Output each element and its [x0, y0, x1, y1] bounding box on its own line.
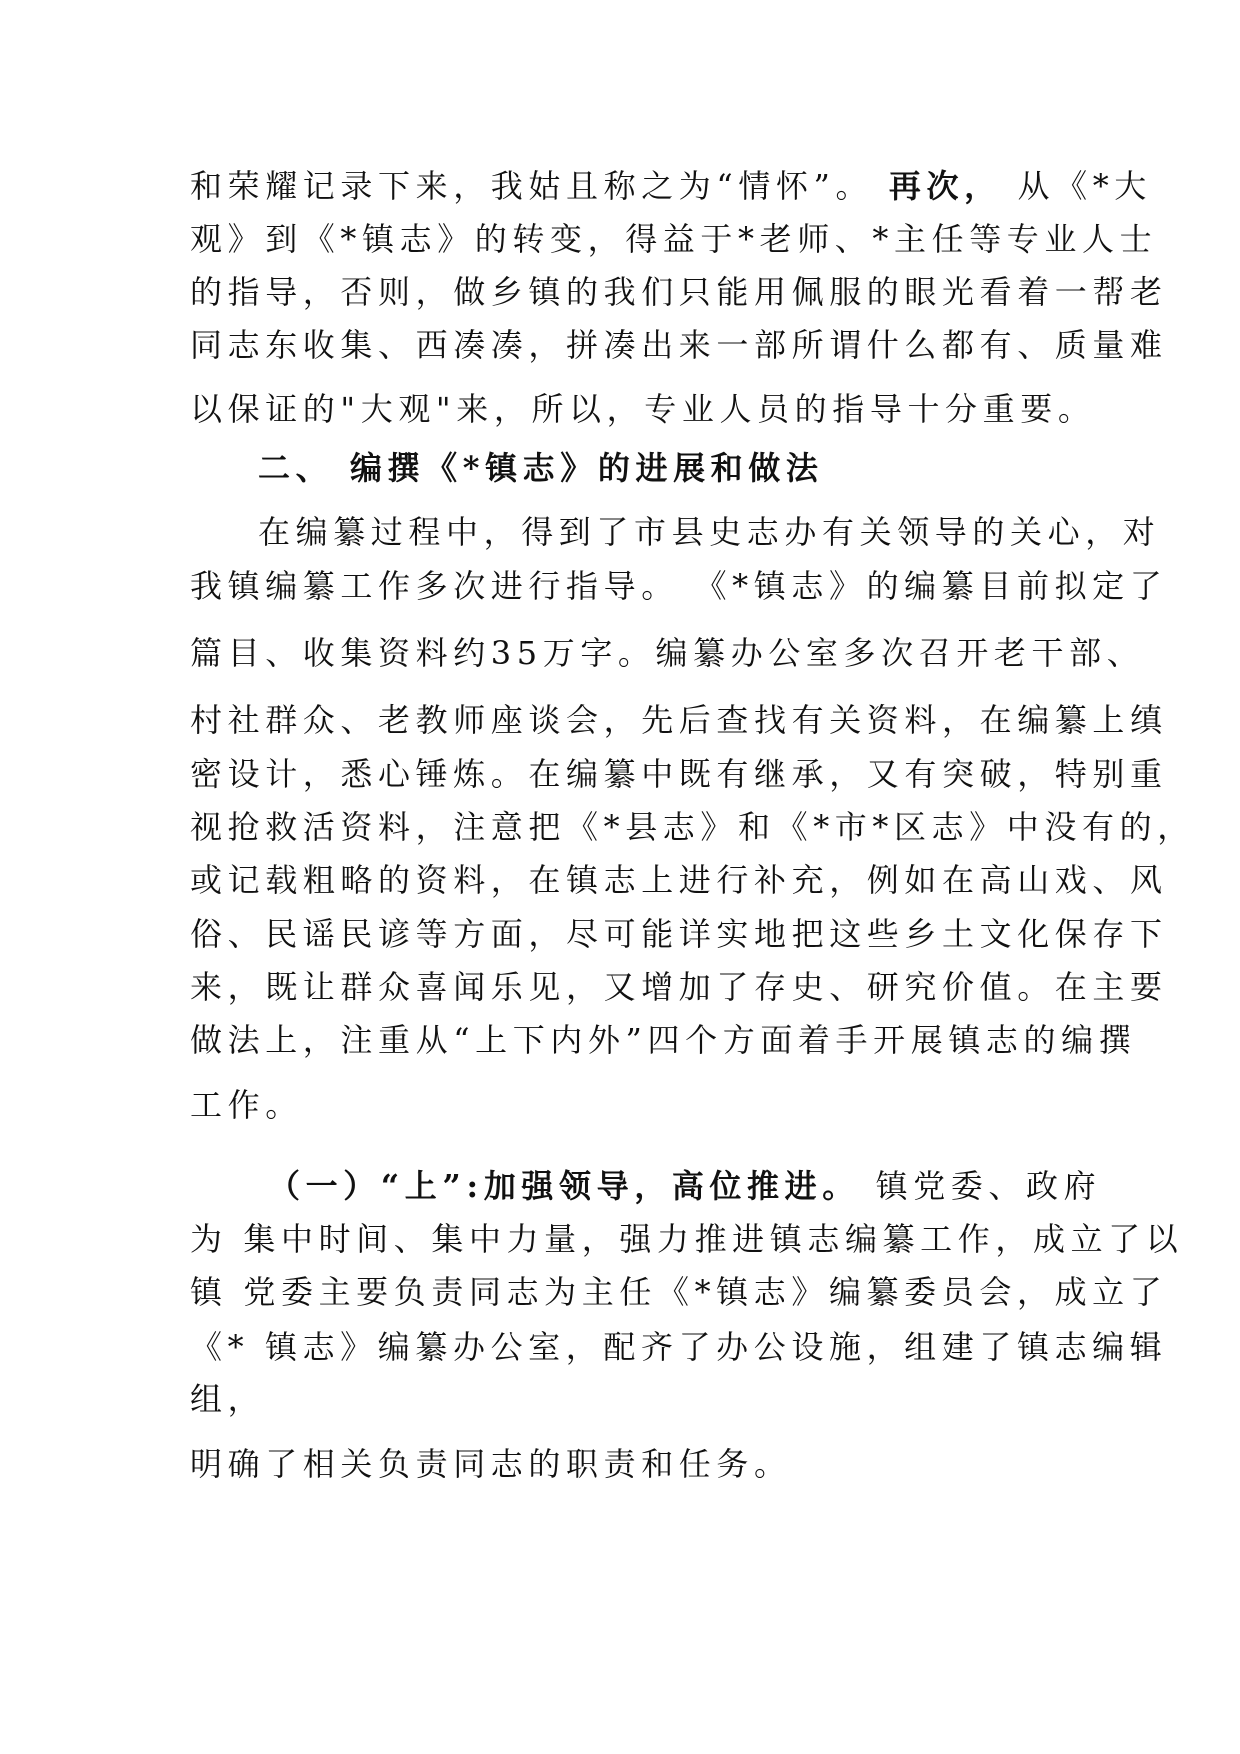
- section-heading: 二、 编撰《*镇志》的进展和做法: [258, 449, 824, 487]
- paragraph-3-text: 镇党委、政府: [859, 1167, 1102, 1205]
- paragraph-2-line-6: 视抢救活资料，注意把《*县志》和《*市*区志》中没有的，: [190, 808, 1195, 846]
- paragraph-3-line-5: 组，: [190, 1380, 266, 1418]
- paragraph-2-line-7: 或记载粗略的资料，在镇志上进行补充，例如在高山戏、风: [190, 861, 1168, 899]
- paragraph-1-text: 从《*大: [1001, 167, 1152, 205]
- paragraph-3-line-6: 明确了相关负责同志的职责和任务。: [190, 1445, 792, 1483]
- paragraph-3-line-3: 镇 党委主要负责同志为主任《*镇志》编纂委员会，成立了: [190, 1273, 1168, 1311]
- paragraph-3-line-2: 为 集中时间、集中力量，强力推进镇志编纂工作，成立了以: [190, 1220, 1184, 1258]
- paragraph-2-line-11: 工作。: [190, 1086, 303, 1124]
- paragraph-3-line-4: 《* 镇志》编纂办公室，配齐了办公设施，组建了镇志编辑: [190, 1328, 1168, 1366]
- paragraph-2-line-8: 俗、民谣民谚等方面，尽可能详实地把这些乡土文化保存下: [190, 915, 1168, 953]
- paragraph-2-line-5: 密设计，悉心锤炼。在编纂中既有继承，又有突破，特别重: [190, 755, 1168, 793]
- paragraph-1-line-1: [190, 164, 1152, 208]
- paragraph-2-line-3: 篇目、收集资料约35万字。编纂办公室多次召开老干部、: [190, 634, 1145, 672]
- paragraph-3-line-1: [268, 1164, 1148, 1208]
- paragraph-1-line-4: 同志东收集、西凑凑，拼凑出来一部所谓什么都有、质量难: [190, 326, 1168, 364]
- paragraph-1-line-5: 以保证的"大观"来，所以，专业人员的指导十分重要。: [190, 390, 1096, 428]
- paragraph-2-line-4: 村社群众、老教师座谈会，先后查找有关资料，在编纂上缜: [190, 701, 1168, 739]
- paragraph-2-line-1: 在编纂过程中，得到了市县史志办有关领导的关心，对: [258, 513, 1161, 551]
- paragraph-1-text: 和荣耀记录下来，我姑且称之为“情怀”。: [190, 167, 889, 205]
- paragraph-2-line-2: 我镇编纂工作多次进行指导。 《*镇志》的编纂目前拟定了: [190, 567, 1168, 605]
- paragraph-1-line-2: 观》到《*镇志》的转变，得益于*老师、*主任等专业人士: [190, 220, 1158, 258]
- paragraph-2-line-9: 来，既让群众喜闻乐见，又增加了存史、研究价值。在主要: [190, 968, 1168, 1006]
- paragraph-1-line-3: 的指导，否则，做乡镇的我们只能用佩服的眼光看着一帮老: [190, 273, 1168, 311]
- paragraph-2-line-10: 做法上，注重从“上下内外”四个方面着手开展镇志的编撰: [190, 1021, 1137, 1059]
- emphasis-text: 再次，: [888, 167, 1002, 205]
- subsection-heading: （一）“上”:加强领导，高位推进。: [268, 1167, 860, 1205]
